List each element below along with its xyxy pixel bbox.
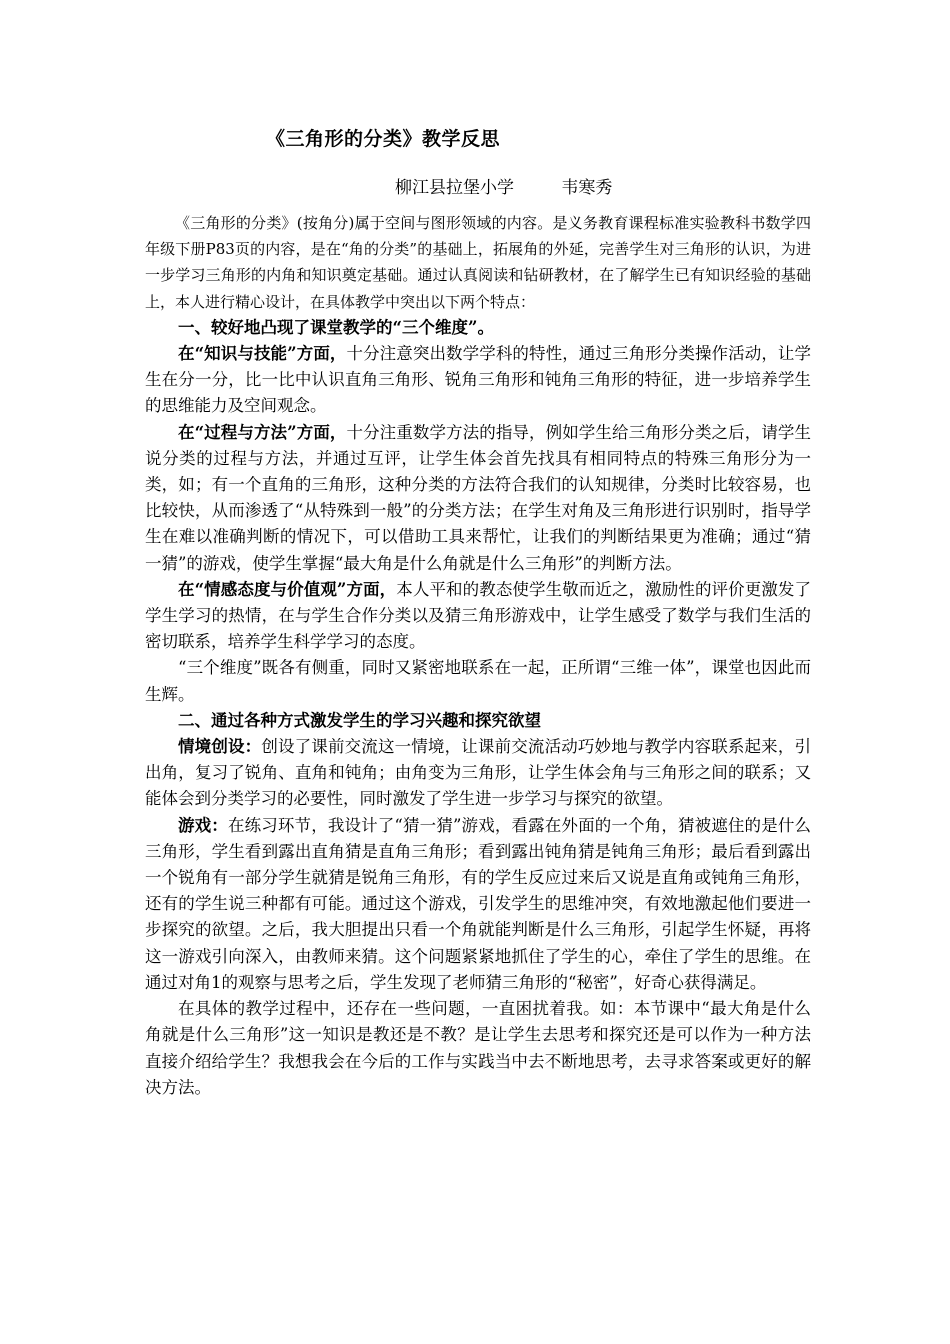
section-heading [145,708,811,734]
paragraph-text: 《三角形的分类》(按角分)属于空间与图形领域的内容。是义务教育课程标准实验教科书数学四年级下册P83页的内容，是在“角的分类”的基础上，拓展角的外延，完善学生对三角形的认识，为进一步学习三角形的内角和知识奠定基础。通过认真阅读和钻研教材，在了解学生已有知识经验的基础上，本人进行精心设计，在具体教学中突出以下两个特点： [145,214,811,311]
paragraph [145,734,811,813]
paragraph-lead: 游戏： [178,815,228,835]
paragraph [145,341,811,420]
paragraph [145,813,811,996]
author-name: 韦寒秀 [561,178,613,198]
paragraph-text: 十分注意突出数学学科的特性，通过三角形分类操作活动，让学生在分一分，比一比中认识直角三角形、锐角三角形和钝角三角形的特征，进一步培养学生的思维能力及空间观念。 [145,344,811,416]
paragraph [145,996,811,1101]
paragraph [145,210,811,315]
paragraph-text: 在练习环节，我设计了“猜一猜”游戏，看露在外面的一个角，猜被遮住的是什么三角形，学生看到露出直角猜是直角三角形；看到露出钝角猜是钝角三角形；最后看到露出一个锐角有一部分学生就猜是锐角三角形，有的学生反应过来后又说是直角或钝角三角形，还有的学生说三种都有可能。通过这个游戏，引发学生的思维冲突，有效地激起他们要进一步探究的欲望。之后，我大胆提出只看一个角就能判断是什么三角形，引起学生怀疑，再将这一游戏引向深入，由教师来猜。这个问题紧紧地抓住了学生的心，牵住了学生的思维。在通过对角1的观察与思考之后，学生发现了老师猜三角形的“秘密”，好奇心获得满足。 [145,815,812,992]
paragraph-text: 二、通过各种方式激发学生的学习兴趣和探究欲望 [178,710,541,730]
paragraph-lead: 情境创设： [178,737,262,757]
paragraph-text: “三个维度”既各有侧重，同时又紧密地联系在一起，正所谓“三维一体”，课堂也因此而生辉。 [145,658,811,704]
paragraph-text: 创设了课前交流这一情境，让课前交流活动巧妙地与教学内容联系起来，引出角，复习了锐角、直角和钝角；由角变为三角形，让学生体会角与三角形之间的联系；又能体会到分类学习的必要性，同时激发了学生进一步学习与探究的欲望。 [145,737,812,809]
school-name: 柳江县拉堡小学 [395,178,514,198]
paragraph-text: 本人平和的教态使学生敬而近之，激励性的评价更激发了学生学习的热情，在与学生合作分类以及猜三角形游戏中，让学生感受了数学与我们生活的密切联系，培养学生科学学习的态度。 [145,579,812,652]
document-body [145,210,811,1101]
document-title: 《三角形的分类》教学反思 [266,128,501,150]
paragraph-text: 十分注重数学方法的指导，例如学生给三角形分类之后，请学生说分类的过程与方法，并通过互评，让学生体会首先找具有相同特点的特殊三角形分为一类，如；有一个直角的三角形，这种分类的方法符合我们的认知规律，分类时比较容易，也比较快，从而渗透了“从特殊到一般”的分类方法；在学生对角及三角形进行识别时，指导学生在难以准确判断的情况下，可以借助工具来帮忙，让我们的判断结果更为准确；通过“猜一猜”的游戏，使学生掌握“最大角是什么角就是什么三角形”的判断方法。 [145,422,811,573]
section-heading [145,315,811,341]
paragraph-text: 一、较好地凸现了课堂教学的“三个维度”。 [178,317,494,337]
paragraph [145,655,811,707]
paragraph [145,577,811,656]
paragraph-lead: 在“知识与技能”方面， [178,344,347,364]
paragraph [145,420,811,577]
paragraph-lead: 在“情感态度与价值观”方面， [178,579,397,599]
paragraph-lead: 在“过程与方法”方面， [178,422,347,442]
paragraph-text: 在具体的教学过程中，还存在一些问题，一直困扰着我。如：本节课中“最大角是什么角就是什么三角形”这一知识是教还是不教？是让学生去思考和探究还是可以作为一种方法直接介绍给学生？我想我会在今后的工作与实践当中去不断地思考，去寻求答案或更好的解决方法。 [145,999,811,1097]
author-line [395,173,612,198]
